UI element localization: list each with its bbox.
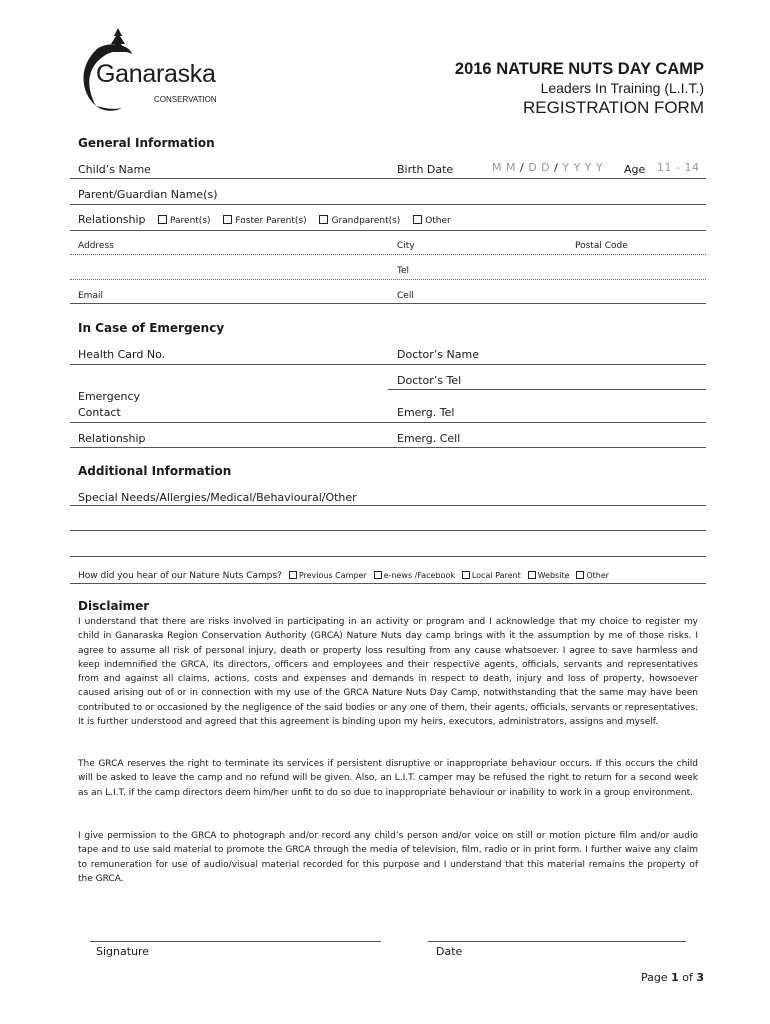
foster-parent-option: Foster Parent(s) bbox=[235, 216, 307, 226]
birth-day-hint: D D bbox=[528, 161, 551, 174]
birth-date-field[interactable]: M M / D D / Y Y Y Y bbox=[492, 161, 604, 174]
camp-title: 2016 NATURE NUTS DAY CAMP bbox=[454, 60, 704, 78]
emergency-heading: In Case of Emergency bbox=[78, 321, 225, 335]
signature-line[interactable] bbox=[90, 941, 381, 942]
tel-label: Tel bbox=[397, 266, 410, 276]
birth-date-label: Birth Date bbox=[397, 163, 454, 176]
birth-year-hint: Y Y Y Y bbox=[562, 161, 604, 174]
emergency-contact-line[interactable] bbox=[70, 422, 706, 423]
address-line[interactable] bbox=[70, 254, 706, 255]
birth-month-hint: M M bbox=[492, 161, 516, 174]
special-needs-line-2[interactable] bbox=[70, 530, 706, 531]
local-parent-checkbox[interactable] bbox=[462, 571, 470, 579]
emergency-relationship-line[interactable] bbox=[70, 447, 706, 448]
page-of: of bbox=[682, 971, 693, 984]
other-source-checkbox[interactable] bbox=[576, 571, 584, 579]
tel-line[interactable] bbox=[70, 279, 706, 280]
other-option: Other bbox=[425, 216, 451, 226]
general-heading: General Information bbox=[78, 136, 215, 150]
other-checkbox[interactable] bbox=[413, 215, 422, 224]
doctor-name-label: Doctor’s Name bbox=[397, 348, 479, 361]
signature-label: Signature bbox=[96, 945, 150, 958]
page-current: 1 bbox=[671, 971, 679, 984]
parent-checkbox[interactable] bbox=[158, 215, 167, 224]
camp-subtitle: Leaders In Training (L.I.T.) bbox=[540, 80, 704, 96]
child-name-label: Child’s Name bbox=[78, 163, 151, 176]
hear-about-line bbox=[70, 583, 706, 584]
date-label: Date bbox=[436, 945, 463, 958]
relationship-label: Relationship bbox=[78, 213, 146, 226]
emergency-contact-label-1: Emergency bbox=[78, 390, 141, 403]
parent-names-label: Parent/Guardian Name(s) bbox=[78, 188, 218, 201]
health-card-line[interactable] bbox=[70, 364, 706, 365]
age-label: Age bbox=[624, 163, 646, 176]
logo-wordmark: Ganaraska bbox=[96, 60, 216, 88]
page-total: 3 bbox=[696, 971, 704, 984]
disclaimer-paragraph-1: I understand that there are risks involved in participating in an activity or program and I acknowledge that my choice to register my child in Ganaraska Region Conservation Authority (GRCA) Nature Nuts day camp brings with it the assumption by me of those risks. I agree to assume all risk of personal injury, death or property loss resulting from any cause whatsoever. I agree to save harmless and keep indemnified the GRCA, its directors, officers and employees and their respective agents, officials, servants and representatives from and against all claims, actions, costs and expenses and demands in respect to death, injury and loss of property, howsoever caused arising out of or in connection with my use of the GRCA Nature Nuts Day Camp, notwithstanding that the same may have been contributed to or occasioned by the negligence of the said bodies or any one of them, their agents, officials, servants or representatives. It is further understood and agreed that this agreement is binding upon my heirs, executors, administrators, assigns and myself. bbox=[78, 617, 698, 728]
enews-facebook-option: e-news /Facebook bbox=[383, 571, 455, 580]
foster-parent-checkbox[interactable] bbox=[223, 215, 232, 224]
hear-question: How did you hear of our Nature Nuts Camps? bbox=[78, 571, 282, 581]
other-source-option: Other bbox=[586, 571, 610, 580]
disclaimer-paragraph-2: The GRCA reserves the right to terminate its services if persistent disruptive or inappropriate behaviour occurs. If this occurs the child will be asked to leave the camp and no refund will be given. Also, an L.I.T. camper may be refused the right to return for a second week as an L.I.T. if the camp directors deem him/her unfit to do so due to inappropriate behaviour or inability to work in a group environment. bbox=[78, 759, 698, 798]
city-label: City bbox=[397, 241, 415, 251]
logo-subtitle: CONSERVATION bbox=[154, 95, 217, 104]
enews-facebook-checkbox[interactable] bbox=[374, 571, 382, 579]
email-line[interactable] bbox=[70, 303, 706, 304]
relationship-line bbox=[70, 230, 706, 231]
postal-code-label: Postal Code bbox=[575, 241, 628, 251]
grandparent-checkbox[interactable] bbox=[319, 215, 328, 224]
previous-camper-checkbox[interactable] bbox=[289, 571, 297, 579]
grandparent-option: Grandparent(s) bbox=[331, 216, 401, 226]
local-parent-option: Local Parent bbox=[471, 571, 521, 580]
health-card-label: Health Card No. bbox=[78, 348, 166, 361]
email-label: Email bbox=[78, 291, 103, 301]
emerg-tel-label: Emerg. Tel bbox=[397, 406, 455, 419]
doctor-tel-line[interactable] bbox=[388, 389, 706, 390]
disclaimer-heading: Disclaimer bbox=[78, 599, 150, 613]
additional-heading: Additional Information bbox=[78, 464, 232, 478]
ganaraska-logo bbox=[68, 26, 228, 116]
age-value: 11 - 14 bbox=[657, 161, 700, 174]
special-needs-line-1[interactable] bbox=[70, 505, 706, 506]
website-checkbox[interactable] bbox=[528, 571, 536, 579]
cell-label: Cell bbox=[397, 291, 414, 301]
emergency-contact-label-2: Contact bbox=[78, 406, 121, 419]
parent-option: Parent(s) bbox=[170, 216, 211, 226]
previous-camper-option: Previous Camper bbox=[298, 571, 367, 580]
form-title: REGISTRATION FORM bbox=[522, 98, 704, 117]
disclaimer-paragraph-3: I give permission to the GRCA to photograph and/or record any child’s person and/or voice on still or motion picture film and/or audio tape and to use said material to promote the GRCA through the media of television, film, radio or in print form. I further waive any claim to remuneration for use of audio/visual material recorded for this purpose and I understand that this material remains the property of the GRCA. bbox=[78, 831, 698, 884]
special-needs-line-3[interactable] bbox=[70, 556, 706, 557]
parent-names-line[interactable] bbox=[70, 204, 706, 205]
page-number bbox=[641, 971, 704, 984]
date-line[interactable] bbox=[428, 941, 686, 942]
hear-about-row bbox=[78, 571, 609, 581]
child-name-line[interactable] bbox=[70, 178, 706, 179]
website-option: Website bbox=[537, 571, 570, 580]
special-needs-label: Special Needs/Allergies/Medical/Behavioural/Other bbox=[78, 491, 357, 504]
doctor-tel-label: Doctor’s Tel bbox=[397, 374, 462, 387]
relationship-options bbox=[148, 215, 451, 226]
page-prefix: Page bbox=[640, 971, 668, 984]
address-label: Address bbox=[78, 241, 114, 251]
emerg-cell-label: Emerg. Cell bbox=[397, 432, 461, 445]
emergency-relationship-label: Relationship bbox=[78, 432, 146, 445]
